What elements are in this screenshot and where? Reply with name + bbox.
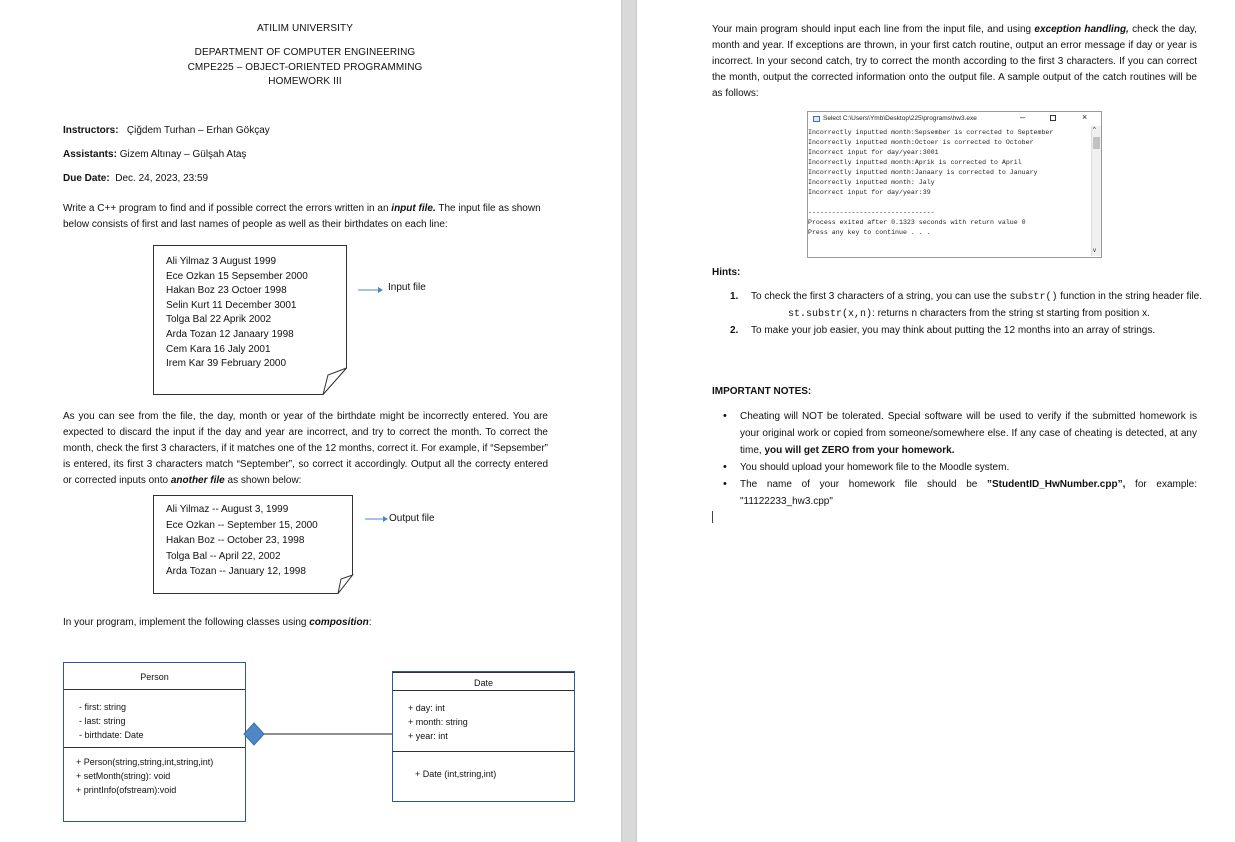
console-window xyxy=(807,111,1102,258)
console-app-icon xyxy=(813,116,820,122)
main-emphasis: exception handling, xyxy=(1034,24,1129,35)
instructors-label: Instructors: xyxy=(63,125,119,136)
console-titlebar xyxy=(808,112,1101,126)
uml-method: + printInfo(ofstream):void xyxy=(76,785,177,795)
input-file-note xyxy=(153,245,348,395)
input-file-label: Input file xyxy=(388,282,426,293)
note-text: You should upload your homework file to the Moodle system. xyxy=(740,462,1010,473)
hints-list xyxy=(730,289,1202,339)
university-title: ATILIM UNIVERSITY xyxy=(257,23,353,34)
composition-diamond xyxy=(244,723,264,745)
intro-text-2: The input file as shown below consists of first and last names of people as well as their birthdates on each line: xyxy=(63,203,541,230)
list-item: Ece Ozkan 15 Sepsember 2000 xyxy=(166,270,308,282)
console-line: Incorrectly inputted month:Janaary is corrected to January xyxy=(808,169,1038,176)
classes-text-1: In your program, implement the following classes using xyxy=(63,617,310,628)
assistants-value: Gizem Altınay – Gülşah Ataş xyxy=(119,149,247,160)
output-file-lines xyxy=(166,502,318,580)
uml-class-name: Date xyxy=(473,678,493,688)
console-line: -------------------------------- xyxy=(808,209,935,216)
scroll-up-icon[interactable]: ^ xyxy=(1093,127,1096,133)
important-notes-title: IMPORTANT NOTES: xyxy=(712,386,812,397)
uml-attribute: + day: int xyxy=(408,703,445,713)
homework-title: HOMEWORK III xyxy=(268,76,342,87)
list-item: Cem Kara 16 Jaly 2001 xyxy=(166,343,271,355)
uml-divider xyxy=(393,690,574,691)
note-text: Cheating will NOT be tolerated. Special software will be used to verify if the submitted homework is your original work or copied from someone/somewhere else. If any case of cheating is detected, at any time, xyxy=(740,411,1197,456)
hint-text: To make your job easier, you may think about putting the 12 months into an array of strings. xyxy=(751,325,1156,336)
intro-paragraph xyxy=(63,201,548,233)
document-page-2 xyxy=(637,0,1235,842)
list-item xyxy=(712,476,1197,510)
hint-number: 1. xyxy=(730,291,739,302)
uml-attribute: - birthdate: Date xyxy=(79,730,144,740)
note-text: The name of your homework file should be xyxy=(740,479,988,490)
explain-emphasis: another file xyxy=(170,475,225,486)
list-item xyxy=(712,459,1197,476)
scroll-down-icon[interactable]: v xyxy=(1093,248,1096,254)
hint-number: 2. xyxy=(730,325,739,336)
console-line: Incorrectly inputted month: Jaly xyxy=(808,179,935,186)
uml-attribute: + year: int xyxy=(408,731,448,741)
close-icon[interactable]: × xyxy=(1082,112,1088,122)
uml-attributes xyxy=(408,701,468,743)
intro-text-1: Write a C++ program to find and if possible correct the errors written in an xyxy=(63,203,392,214)
main-text-1: Your main program should input each line from the input file, and using xyxy=(712,24,1035,35)
minimize-icon[interactable]: – xyxy=(1020,112,1026,122)
output-file-note xyxy=(153,495,354,594)
uml-divider xyxy=(64,747,245,748)
important-notes-list xyxy=(712,408,1197,510)
assistants-line xyxy=(63,148,246,162)
explain-paragraph xyxy=(63,409,548,489)
classes-emphasis: composition xyxy=(309,617,369,628)
assistants-label: Assistants: xyxy=(63,149,117,160)
uml-attribute: + month: string xyxy=(408,717,468,727)
uml-attribute: - first: string xyxy=(79,702,127,712)
hint-text: function in the string header file. xyxy=(1057,291,1203,302)
uml-method: + Person(string,string,int,string,int) xyxy=(76,757,214,767)
console-line: Process exited after 0.1323 seconds with return value 0 xyxy=(808,219,1026,226)
console-output xyxy=(808,128,1091,238)
uml-class-person xyxy=(63,662,246,822)
hint-item-2 xyxy=(730,323,1202,339)
course-title: CMPE225 – OBJECT-ORIENTED PROGRAMMING xyxy=(187,62,423,73)
uml-divider xyxy=(393,751,574,752)
page-gutter xyxy=(621,0,637,842)
console-line xyxy=(808,198,1091,208)
instructors-line xyxy=(63,124,270,138)
explain-text-2: as shown below: xyxy=(224,475,302,486)
output-file-label: Output file xyxy=(389,513,435,524)
uml-divider xyxy=(64,689,245,690)
list-item: Ali Yilmaz 3 August 1999 xyxy=(166,256,277,267)
classes-sentence xyxy=(63,616,371,630)
console-title: Select C:\Users\Ymb\Desktop\225\programs\hw3.exe xyxy=(823,115,977,122)
console-line: Incorrectly inputted month:Aprik is corrected to April xyxy=(808,159,1022,166)
maximize-icon[interactable] xyxy=(1050,115,1056,121)
output-file-arrow xyxy=(365,514,389,524)
list-item: Irem Kar 39 February 2000 xyxy=(166,358,287,370)
console-line: Incorrectly inputted month:Sepsember is corrected to September xyxy=(808,129,1054,136)
uml-methods xyxy=(76,755,213,797)
due-date-value: Dec. 24, 2023, 23:59 xyxy=(115,173,209,184)
uml-attribute: - last: string xyxy=(79,716,126,726)
uml-method: + Date (int,string,int) xyxy=(415,769,497,779)
explain-text-1: As you can see from the file, the day, month or year of the birthdate might be incorrectly entered. You are expected to discard the input if the day and year are incorrect, and try to correct the month. To correct the month, check the first 3 characters, if it matches one of the 12 months, correct it. For example, if “Sepsember” is entered, its first 3 characters match “September”, so correct it accordingly. Output all the correcty entered or corrected inputs onto xyxy=(63,411,548,486)
list-item: Arda Tozan 12 Janaary 1998 xyxy=(166,328,294,340)
list-item: Hakan Boz -- October 23, 1998 xyxy=(166,535,305,547)
hint-text: To check the first 3 characters of a string, you can use the xyxy=(751,291,1010,302)
list-item: Tolga Bal 22 Aprik 2002 xyxy=(166,314,272,326)
list-item: Selin Kurt 11 December 3001 xyxy=(166,299,297,311)
note-emphasis: ”StudentID_HwNumber.cpp”, xyxy=(987,479,1126,490)
hint-code: st.substr(x,n) xyxy=(788,309,873,320)
console-line: Press any key to continue . . . xyxy=(808,229,931,236)
composition-connector xyxy=(243,721,393,747)
main-text-2: check the day, month and year. If exceptions are thrown, in your first catch routine, output an error message if day or year is incorrect. In your second catch, try to correct the month according to the first 3 characters. If you can correct the month, output the corrected information onto the output file. A sample output of the catch routines will be as follows: xyxy=(712,24,1197,99)
console-line: Incorrectly inputted month:Octoer is corrected to October xyxy=(808,139,1034,146)
due-date-line xyxy=(63,172,208,186)
uml-class-date xyxy=(392,671,575,802)
classes-text-2: : xyxy=(368,617,372,628)
list-item: Tolga Bal -- April 22, 2002 xyxy=(166,550,281,562)
instructors-value: Çiğdem Turhan – Erhan Gökçay xyxy=(126,125,270,136)
console-line: Incorrect input for day/year:39 xyxy=(808,189,931,196)
input-file-arrow xyxy=(358,285,384,295)
hints-title: Hints: xyxy=(712,267,741,278)
uml-class-name: Person xyxy=(140,672,169,682)
hint-item-1 xyxy=(730,289,1202,323)
scrollbar-thumb[interactable] xyxy=(1093,137,1100,149)
note-text: for example: "11122233_hw3.cpp" xyxy=(740,479,1197,507)
console-scrollbar[interactable] xyxy=(1091,126,1101,256)
intro-emphasis: input file. xyxy=(391,203,436,214)
list-item: Ece Ozkan -- September 15, 2000 xyxy=(166,519,318,531)
due-date-label: Due Date: xyxy=(63,173,110,184)
input-file-lines xyxy=(166,255,308,372)
main-program-paragraph xyxy=(712,22,1197,102)
uml-divider xyxy=(393,672,574,673)
hint-detail xyxy=(751,306,1202,323)
text-cursor xyxy=(712,511,713,523)
note-emphasis: you will get ZERO from your homework. xyxy=(764,445,955,456)
list-item xyxy=(712,408,1197,459)
console-line: Incorrect input for day/year:3001 xyxy=(808,149,939,156)
uml-method: + setMonth(string): void xyxy=(76,771,171,781)
list-item: Hakan Boz 23 Octoer 1998 xyxy=(166,285,287,297)
hint-code: substr() xyxy=(1009,292,1058,303)
list-item: Arda Tozan -- January 12, 1998 xyxy=(166,566,306,578)
department-title: DEPARTMENT OF COMPUTER ENGINEERING xyxy=(194,47,416,58)
hint-text: : returns n characters from the string st starting from position x. xyxy=(872,308,1150,319)
list-item: Ali Yilmaz -- August 3, 1999 xyxy=(166,504,289,515)
uml-attributes xyxy=(79,700,144,742)
